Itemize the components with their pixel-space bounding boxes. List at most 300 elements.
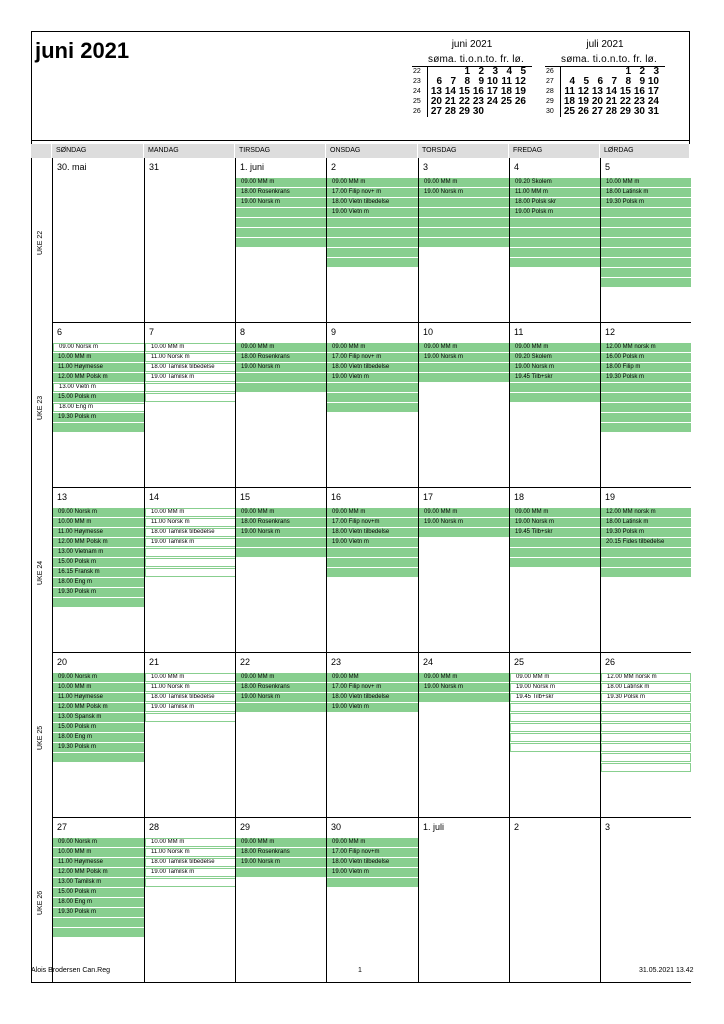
calendar-event[interactable]: 11.00 Norsk m (145, 848, 236, 857)
day-number: 23 (331, 657, 342, 667)
mini-day: 4 (506, 66, 512, 77)
calendar-event[interactable]: 09.00 MM m (510, 508, 601, 517)
calendar-event-slot[interactable] (601, 733, 691, 742)
calendar-event[interactable]: 19.00 Tamilsk m (145, 373, 236, 382)
calendar-event[interactable]: 10.00 MM m (53, 683, 145, 692)
calendar-event-slot[interactable] (601, 208, 691, 217)
day-cell[interactable] (326, 653, 419, 818)
calendar-event[interactable]: 09.00 MM m (236, 343, 327, 352)
calendar-event[interactable]: 18.00 Filip m (601, 363, 691, 372)
calendar-event[interactable]: 19.00 Norsk m (510, 363, 601, 372)
calendar-event[interactable]: 18.00 Eng m (53, 578, 145, 587)
calendar-event-slot[interactable] (327, 383, 419, 392)
calendar-event[interactable]: 18.00 Vietn tilbedelse (327, 858, 419, 867)
calendar-event[interactable]: 09.00 MM m (236, 838, 327, 847)
calendar-event-slot[interactable] (327, 218, 419, 227)
day-cell[interactable] (326, 323, 419, 488)
calendar-event-slot[interactable] (601, 268, 691, 277)
page-title: juni 2021 (35, 38, 130, 63)
mini-day: 5 (520, 66, 526, 77)
calendar-event[interactable]: 09.00 Norsk m (53, 343, 145, 352)
calendar-event-slot[interactable] (510, 558, 601, 567)
day-cell[interactable] (144, 818, 236, 983)
mini-day: 27 (430, 106, 442, 117)
calendar-event-slot[interactable] (327, 558, 419, 567)
calendar-event-slot[interactable] (236, 238, 327, 247)
calendar-event-slot[interactable] (327, 878, 419, 887)
calendar-event-slot[interactable] (145, 393, 236, 402)
calendar-event[interactable]: 13.00 Vietnam m (53, 548, 145, 557)
calendar-event[interactable]: 09.00 Norsk m (53, 838, 145, 847)
calendar-event-slot[interactable] (145, 383, 236, 392)
calendar-event[interactable]: 12.00 MM Polsk m (53, 703, 145, 712)
calendar-event-slot[interactable] (145, 713, 236, 722)
calendar-event-slot[interactable] (601, 558, 691, 567)
calendar-event[interactable]: 11.00 MM m (510, 188, 601, 197)
calendar-event-slot[interactable] (601, 248, 691, 257)
calendar-event[interactable]: 18.00 Tamilsk tilbedelse (145, 858, 236, 867)
calendar-event[interactable]: 15.00 Polsk m (53, 723, 145, 732)
mini-day: 28 (444, 106, 456, 117)
day-cell[interactable] (509, 158, 601, 323)
calendar-event-slot[interactable] (510, 218, 601, 227)
calendar-event-slot[interactable] (327, 548, 419, 557)
day-number: 31 (149, 162, 160, 172)
calendar-event-slot[interactable] (327, 228, 419, 237)
calendar-event[interactable]: 19.30 Polsk m (53, 908, 145, 917)
calendar-event[interactable]: 19.30 Polsk m (53, 588, 145, 597)
mini-day: 20 (591, 96, 603, 107)
calendar-event-slot[interactable] (53, 753, 145, 762)
calendar-event-slot[interactable] (510, 258, 601, 267)
calendar-event[interactable]: 19.00 Norsk m (419, 353, 510, 362)
mini-day: 14 (444, 86, 456, 97)
mini-day: 24 (647, 96, 659, 107)
mini-day: 26 (514, 96, 526, 107)
day-cell[interactable] (418, 158, 510, 323)
calendar-event[interactable]: 20.15 Fides tilbedelse (601, 538, 691, 547)
calendar-event-slot[interactable] (145, 878, 236, 887)
calendar-event-slot[interactable] (236, 703, 327, 712)
calendar-event-slot[interactable] (601, 743, 691, 752)
calendar-event[interactable]: 18.00 Latinsk m (601, 683, 691, 692)
calendar-event[interactable]: 17.00 Filip nov+ m (327, 188, 419, 197)
calendar-event[interactable]: 09.00 Norsk m (53, 673, 145, 682)
calendar-event-slot[interactable] (327, 258, 419, 267)
mini-day: 2 (478, 66, 484, 77)
mini-day: 23 (472, 96, 484, 107)
day-number: 27 (57, 822, 68, 832)
calendar-event[interactable]: 19.00 Vietn m (327, 538, 419, 547)
day-header-onsdag: ONSDAG (326, 144, 418, 158)
calendar-event[interactable]: 19.00 Norsk m (419, 188, 510, 197)
day-header-fredag: FREDAG (509, 144, 600, 158)
mini-day: 25 (500, 96, 512, 107)
calendar-event[interactable]: 19.45 Tilb+skr (510, 528, 601, 537)
calendar-event-slot[interactable] (236, 218, 327, 227)
calendar-event-slot[interactable] (327, 403, 419, 412)
day-cell[interactable] (326, 488, 419, 653)
mini-day: 5 (583, 76, 589, 87)
calendar-event-slot[interactable] (236, 538, 327, 547)
calendar-event[interactable]: 09.20 Skolem (510, 178, 601, 187)
calendar-event[interactable]: 18.00 Vietn tilbedelse (327, 693, 419, 702)
calendar-event[interactable]: 09.00 MM m (419, 673, 510, 682)
calendar-event-slot[interactable] (419, 208, 510, 217)
calendar-event[interactable]: 18.00 Tamilsk tilbedelse (145, 693, 236, 702)
week-label: UKE 24 (37, 560, 44, 585)
footer-author: Alois Brodersen Can.Reg (31, 967, 110, 974)
calendar-event-slot[interactable] (419, 528, 510, 537)
calendar-event[interactable]: 19.45 Tilb+skr (510, 693, 601, 702)
calendar-event-slot[interactable] (53, 928, 145, 937)
calendar-event[interactable]: 09.00 MM (327, 673, 419, 682)
calendar-event[interactable]: 12.00 MM Polsk m (53, 373, 145, 382)
calendar-event[interactable]: 18.00 Latinsk m (601, 188, 691, 197)
calendar-event[interactable]: 10.00 MM m (145, 508, 236, 517)
calendar-event-slot[interactable] (601, 753, 691, 762)
calendar-event[interactable]: 16.15 Fransk m (53, 568, 145, 577)
calendar-event-slot[interactable] (236, 373, 327, 382)
calendar-event[interactable]: 19.00 Vietn m (327, 373, 419, 382)
calendar-event[interactable]: 19.00 Vietn m (327, 208, 419, 217)
day-cell[interactable] (52, 323, 145, 488)
mini-day: 1 (625, 66, 631, 77)
day-number: 3 (605, 822, 611, 832)
calendar-event[interactable]: 18.00 Polsk skr (510, 198, 601, 207)
day-number: 13 (57, 492, 68, 502)
day-cell[interactable] (52, 818, 145, 983)
calendar-event[interactable]: 10.00 MM m (53, 848, 145, 857)
calendar-event-slot[interactable] (145, 548, 236, 557)
day-cell[interactable] (235, 818, 327, 983)
day-cell[interactable] (418, 818, 510, 983)
calendar-event[interactable]: 19.00 Tamilsk m (145, 703, 236, 712)
calendar-event-slot[interactable] (327, 238, 419, 247)
calendar-event[interactable]: 18.00 Rosenkrans (236, 848, 327, 857)
calendar-event-slot[interactable] (53, 423, 145, 432)
day-cell[interactable] (600, 818, 691, 983)
calendar-event-slot[interactable] (236, 383, 327, 392)
mini-day: 14 (605, 86, 617, 97)
mini-day: 10 (486, 76, 498, 87)
day-header-mandag: MANDAG (144, 144, 235, 158)
calendar-event-slot[interactable] (601, 218, 691, 227)
calendar-event[interactable]: 18.00 Vietn tilbedelse (327, 363, 419, 372)
calendar-event[interactable]: 19.30 Polsk m (601, 373, 691, 382)
calendar-event[interactable]: 10.00 MM m (145, 838, 236, 847)
calendar-event[interactable]: 10.00 MM m (145, 343, 236, 352)
day-number: 11 (514, 327, 524, 337)
calendar-event[interactable]: 19.00 Polsk m (510, 208, 601, 217)
calendar-event-slot[interactable] (601, 713, 691, 722)
calendar-event-slot[interactable] (601, 278, 691, 287)
day-cell[interactable] (52, 488, 145, 653)
calendar-event[interactable]: 19.00 Norsk m (419, 518, 510, 527)
day-cell[interactable] (235, 488, 327, 653)
day-cell[interactable] (326, 158, 419, 323)
calendar-event[interactable]: 18.00 Rosenkrans (236, 518, 327, 527)
calendar-event[interactable]: 19.00 Norsk m (236, 693, 327, 702)
calendar-event-slot[interactable] (327, 393, 419, 402)
calendar-event[interactable]: 11.00 Norsk m (145, 353, 236, 362)
calendar-event[interactable]: 13.00 Spansk m (53, 713, 145, 722)
calendar-event[interactable]: 17.00 Filip nov+ m (327, 353, 419, 362)
calendar-event[interactable]: 09.00 MM m (236, 673, 327, 682)
week-label: UKE 25 (37, 725, 44, 750)
mini-day: 21 (605, 96, 617, 107)
calendar-event-slot[interactable] (510, 248, 601, 257)
calendar-event-slot[interactable] (510, 383, 601, 392)
calendar-event-slot[interactable] (601, 403, 691, 412)
calendar-event[interactable]: 18.00 Tamilsk tilbedelse (145, 528, 236, 537)
mini-week-number: 23 (412, 77, 428, 87)
calendar-event[interactable]: 19.00 Tamilsk m (145, 868, 236, 877)
day-number: 15 (240, 492, 251, 502)
mini-day: 27 (591, 106, 603, 117)
day-number: 1. juni (240, 162, 265, 172)
mini-day: 7 (611, 76, 617, 87)
day-number: 19 (605, 492, 616, 502)
calendar-event[interactable]: 13.00 Vietn m (53, 383, 145, 392)
day-cell[interactable] (600, 323, 691, 488)
calendar-event[interactable]: 18.00 Eng m (53, 403, 145, 412)
calendar-event-slot[interactable] (601, 238, 691, 247)
day-cell[interactable] (144, 653, 236, 818)
calendar-event[interactable]: 18.00 Eng m (53, 898, 145, 907)
calendar-event[interactable]: 09.00 MM m (419, 343, 510, 352)
day-cell[interactable] (418, 488, 510, 653)
calendar-event[interactable]: 10.00 MM m (145, 673, 236, 682)
day-cell[interactable] (235, 323, 327, 488)
calendar-event-slot[interactable] (510, 743, 601, 752)
calendar-event[interactable]: 19.30 Polsk m (53, 413, 145, 422)
calendar-event-slot[interactable] (419, 228, 510, 237)
calendar-event[interactable]: 09.20 Skolem (510, 353, 601, 362)
calendar-event-slot[interactable] (510, 538, 601, 547)
calendar-event-slot[interactable] (53, 598, 145, 607)
calendar-event-slot[interactable] (601, 228, 691, 237)
calendar-event[interactable]: 09.00 MM m (236, 178, 327, 187)
calendar-event[interactable]: 19.30 Polsk m (601, 198, 691, 207)
calendar-event[interactable]: 15.00 Polsk m (53, 888, 145, 897)
calendar-event[interactable]: 09.00 MM m (510, 343, 601, 352)
calendar-event[interactable]: 19.00 Norsk m (236, 528, 327, 537)
calendar-event[interactable]: 12.00 MM norsk m (601, 343, 691, 352)
calendar-event[interactable]: 17.00 Filip nov+m (327, 518, 419, 527)
calendar-event[interactable]: 09.00 MM m (327, 343, 419, 352)
calendar-event[interactable]: 19.00 Norsk m (236, 363, 327, 372)
mini-day: 9 (639, 76, 645, 87)
mini-day: 24 (486, 96, 498, 107)
calendar-event-slot[interactable] (419, 373, 510, 382)
calendar-event[interactable]: 10.00 MM m (53, 353, 145, 362)
calendar-event-slot[interactable] (510, 548, 601, 557)
calendar-event[interactable]: 19.45 Tilb+skr (510, 373, 601, 382)
calendar-event[interactable]: 19.00 Norsk m (236, 858, 327, 867)
mini-day: 17 (647, 86, 659, 97)
calendar-event-slot[interactable] (419, 693, 510, 702)
calendar-event-slot[interactable] (236, 868, 327, 877)
day-cell[interactable] (235, 158, 327, 323)
mini-calendar-title: juni 2021 (451, 39, 493, 50)
calendar-event-slot[interactable] (236, 228, 327, 237)
calendar-event[interactable]: 09.00 MM m (236, 508, 327, 517)
calendar-event-slot[interactable] (327, 248, 419, 257)
calendar-event[interactable]: 18.00 Latinsk m (601, 518, 691, 527)
calendar-event[interactable]: 19.00 Norsk m (419, 683, 510, 692)
day-number: 17 (423, 492, 434, 502)
mini-calendar-title: juli 2021 (586, 39, 624, 50)
calendar-event[interactable]: 19.00 Norsk m (510, 518, 601, 527)
mini-week-number: 27 (545, 77, 561, 87)
calendar-event-slot[interactable] (510, 723, 601, 732)
calendar-event-slot[interactable] (601, 703, 691, 712)
calendar-event-slot[interactable] (601, 393, 691, 402)
calendar-event-slot[interactable] (236, 208, 327, 217)
day-number: 30 (331, 822, 342, 832)
day-cell[interactable] (52, 158, 145, 323)
calendar-event-slot[interactable] (601, 568, 691, 577)
day-number: 14 (149, 492, 160, 502)
calendar-event[interactable]: 16.00 Polsk m (601, 353, 691, 362)
calendar-event[interactable]: 09.00 Norsk m (53, 508, 145, 517)
day-cell[interactable] (235, 653, 327, 818)
calendar-event[interactable]: 10.00 MM m (601, 178, 691, 187)
calendar-event-slot[interactable] (145, 568, 236, 577)
day-cell[interactable] (418, 323, 510, 488)
mini-week-number: 25 (412, 97, 428, 107)
calendar-event[interactable]: 15.00 Polsk m (53, 393, 145, 402)
calendar-event[interactable]: 11.00 Høymesse (53, 858, 145, 867)
calendar-event[interactable]: 19.30 Polsk m (601, 693, 691, 702)
calendar-event-slot[interactable] (53, 918, 145, 927)
mini-day: 12 (514, 76, 526, 87)
calendar-event[interactable]: 18.00 Rosenkrans (236, 353, 327, 362)
calendar-event[interactable]: 19.30 Polsk m (53, 743, 145, 752)
mini-day: 15 (458, 86, 470, 97)
calendar-event[interactable]: 12.00 MM norsk m (601, 508, 691, 517)
calendar-event[interactable]: 10.00 MM m (53, 518, 145, 527)
calendar-event-slot[interactable] (510, 713, 601, 722)
day-cell[interactable] (144, 488, 236, 653)
calendar-event[interactable]: 12.00 MM norsk m (601, 673, 691, 682)
calendar-event-slot[interactable] (510, 238, 601, 247)
calendar-event[interactable]: 11.00 Norsk m (145, 518, 236, 527)
calendar-event[interactable]: 17.00 Filip nov+ m (327, 683, 419, 692)
calendar-event[interactable]: 19.00 Vietn m (327, 703, 419, 712)
day-number: 28 (149, 822, 160, 832)
day-cell[interactable] (144, 323, 236, 488)
day-cell[interactable] (144, 158, 236, 323)
calendar-event-slot[interactable] (601, 383, 691, 392)
calendar-event[interactable]: 13.00 Tamilsk m (53, 878, 145, 887)
calendar-event[interactable]: 18.00 Vietn tilbedelse (327, 198, 419, 207)
calendar-event-slot[interactable] (510, 228, 601, 237)
calendar-event-slot[interactable] (601, 423, 691, 432)
calendar-event[interactable]: 19.00 Norsk m (510, 683, 601, 692)
week-label: UKE 26 (37, 890, 44, 915)
calendar-event[interactable]: 12.00 MM Polsk m (53, 868, 145, 877)
calendar-event[interactable]: 09.00 MM m (510, 673, 601, 682)
calendar-event-slot[interactable] (601, 413, 691, 422)
calendar-event[interactable]: 09.00 MM m (419, 178, 510, 187)
calendar-event[interactable]: 15.00 Polsk m (53, 558, 145, 567)
calendar-event[interactable]: 09.00 MM m (327, 838, 419, 847)
calendar-event[interactable]: 12.00 MM Polsk m (53, 538, 145, 547)
calendar-event-slot[interactable] (601, 763, 691, 772)
calendar-event-slot[interactable] (601, 548, 691, 557)
calendar-event-slot[interactable] (510, 703, 601, 712)
calendar-event[interactable]: 18.00 Tamilsk tilbedelse (145, 363, 236, 372)
week-label: UKE 23 (37, 395, 44, 420)
day-cell[interactable] (600, 488, 691, 653)
calendar-event-slot[interactable] (327, 568, 419, 577)
mini-day: 22 (458, 96, 470, 107)
calendar-event-slot[interactable] (236, 548, 327, 557)
mini-day: 17 (486, 86, 498, 97)
calendar-event-slot[interactable] (601, 258, 691, 267)
calendar-event[interactable]: 18.00 Rosenkrans (236, 188, 327, 197)
day-number: 16 (331, 492, 342, 502)
week-label: UKE 22 (37, 230, 44, 255)
day-cell[interactable] (600, 653, 691, 818)
calendar-event[interactable]: 11.00 Høymesse (53, 693, 145, 702)
calendar-event-slot[interactable] (419, 198, 510, 207)
calendar-event-slot[interactable] (419, 363, 510, 372)
day-number: 18 (514, 492, 525, 502)
calendar-event-slot[interactable] (145, 558, 236, 567)
calendar-event[interactable]: 11.00 Høymesse (53, 528, 145, 537)
calendar-event-slot[interactable] (601, 723, 691, 732)
calendar-event[interactable]: 19.00 Vietn m (327, 868, 419, 877)
calendar-event[interactable]: 09.00 MM m (327, 178, 419, 187)
day-cell[interactable] (600, 158, 691, 323)
day-cell[interactable] (509, 323, 601, 488)
calendar-event-slot[interactable] (419, 218, 510, 227)
calendar-event[interactable]: 18.00 Rosenkrans (236, 683, 327, 692)
day-cell[interactable] (326, 818, 419, 983)
mini-day: 20 (430, 96, 442, 107)
calendar-event[interactable]: 18.00 Eng m (53, 733, 145, 742)
calendar-event[interactable]: 19.00 Tamilsk m (145, 538, 236, 547)
mini-day: 11 (501, 76, 512, 87)
day-cell[interactable] (52, 653, 145, 818)
day-cell[interactable] (509, 818, 601, 983)
calendar-event[interactable]: 09.00 MM m (327, 508, 419, 517)
calendar-event[interactable]: 19.00 Norsk m (236, 198, 327, 207)
calendar-event[interactable]: 19.30 Polsk m (601, 528, 691, 537)
calendar-event[interactable]: 11.00 Norsk m (145, 683, 236, 692)
day-cell[interactable] (509, 653, 601, 818)
calendar-event-slot[interactable] (510, 733, 601, 742)
calendar-event-slot[interactable] (510, 393, 601, 402)
calendar-event[interactable]: 09.00 MM m (419, 508, 510, 517)
mini-day: 9 (478, 76, 484, 87)
calendar-event[interactable]: 17.00 Filip nov+m (327, 848, 419, 857)
calendar-event[interactable]: 11.00 Høymesse (53, 363, 145, 372)
day-number: 30. mai (57, 162, 87, 172)
day-cell[interactable] (418, 653, 510, 818)
mini-day: 13 (430, 86, 442, 97)
mini-day: 30 (472, 106, 484, 117)
day-cell[interactable] (509, 488, 601, 653)
day-number: 4 (514, 162, 520, 172)
calendar-event-slot[interactable] (419, 238, 510, 247)
day-number: 8 (240, 327, 246, 337)
mini-day: 4 (569, 76, 575, 87)
calendar-event[interactable]: 18.00 Vietn tilbedelse (327, 528, 419, 537)
